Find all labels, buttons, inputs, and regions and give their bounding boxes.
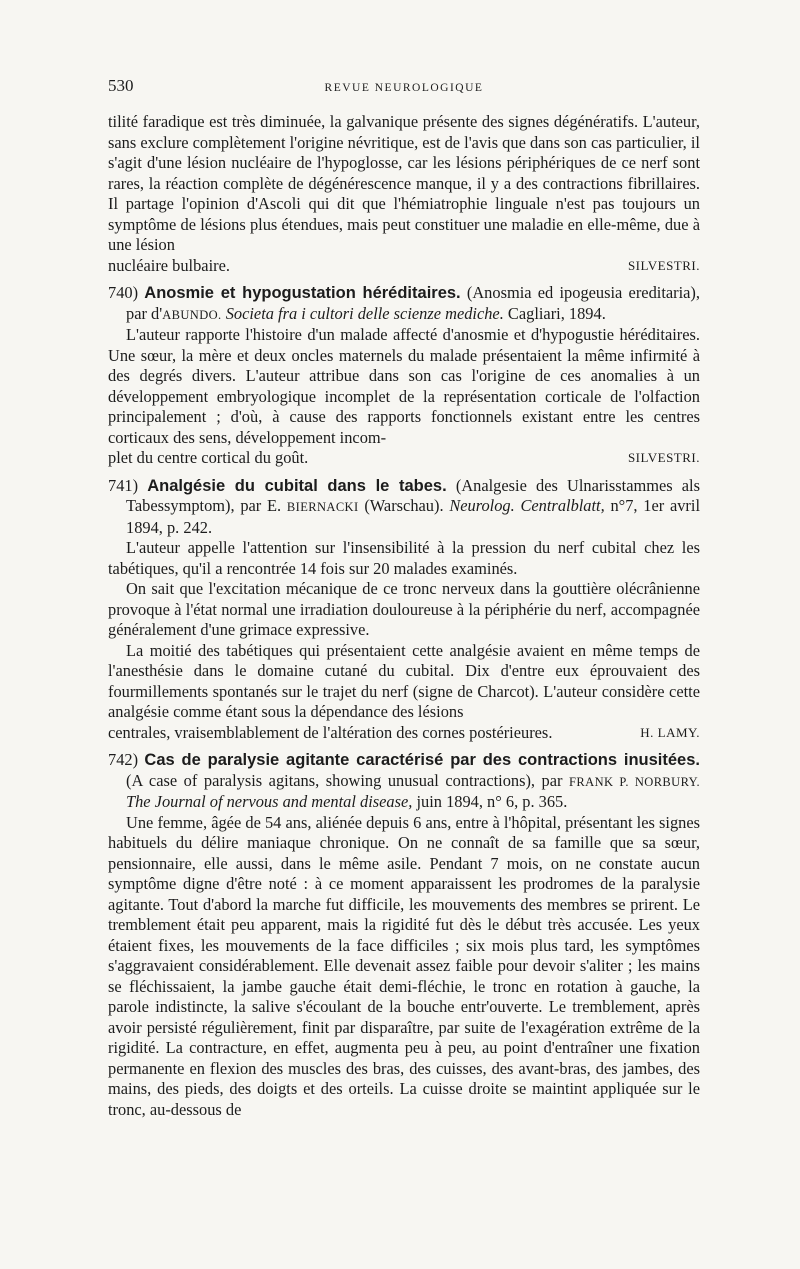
entry-741-signature: H. LAMY. bbox=[640, 724, 700, 740]
entry-741-ref-c: n°7, 1er avril 1894, p. 242. bbox=[126, 496, 701, 537]
entry-740-end-line bbox=[108, 448, 700, 469]
entry-740-signature: SILVESTRI. bbox=[627, 450, 700, 465]
entry-740-journal: Societa fra i cultori delle scienze mediche. bbox=[225, 303, 504, 323]
intro-end-line bbox=[108, 256, 700, 277]
entry-742-author: FRANK P. NORBURY. bbox=[569, 774, 700, 789]
entry-740-ref-a: (Anosmia ed ipogeusia ereditaria), par d' bbox=[126, 283, 700, 323]
entry-742-ref-a: (A case of paralysis agitans, showing unusual contractions), par bbox=[126, 770, 563, 790]
entry-740-last-line: plet du centre cortical du goût. bbox=[108, 448, 309, 467]
entry-740-number: 740) bbox=[108, 283, 139, 302]
entry-741-end-line bbox=[108, 723, 700, 744]
entry-740-title: Anosmie et hypogustation héréditaires. bbox=[144, 284, 461, 302]
entry-742-title: Cas de paralysie agitante caractérisé par des contractions inusitées. bbox=[144, 751, 700, 769]
entry-742-ref-b: juin 1894, n° 6, p. 365. bbox=[416, 792, 568, 811]
entry-741 bbox=[108, 476, 700, 744]
entry-741-number: 741) bbox=[108, 475, 139, 495]
entry-741-ref-b: (Warschau). bbox=[364, 496, 444, 515]
entry-741-title: Analgésie du cubital dans le tabes. bbox=[147, 476, 447, 495]
entry-742-heading bbox=[108, 750, 700, 813]
entry-741-paragraph-2: On sait que l'excitation mécanique de ce tronc nerveux dans la gouttière olécrânienne provoque à l'état normal une irradiation douloureuse à la périphérie du nerf, accompagnée généralement d'une grimace expressive. bbox=[108, 579, 700, 639]
entry-741-paragraph-3: La moitié des tabétiques qui présentaient cette analgésie avaient en même temps de l'anesthésie dans le domaine cutané du cubital. Dix d'entre eux éprouvaient des fourmillements spontanés sur le trajet du nerf (signe de Charcot). L'auteur considère cette analgésie comme étant sous la dépendance des lésions bbox=[108, 640, 700, 721]
page-number: 530 bbox=[108, 76, 134, 95]
entry-741-ref-a: (Analgesie des Ulnarisstammes als Tabessymptom), par E. bbox=[126, 475, 700, 515]
entry-742-paragraph: Une femme, âgée de 54 ans, aliénée depuis 6 ans, entre à l'hôpital, présentant les signes habituels du délire maniaque chronique. On ne connaît de sa famille que sa sœur, pensionnaire, elle aussi, dans le même asile. Pendant 7 mois, on ne constate aucun symptôme digne d'être noté : à ce moment apparaissent les prodromes de la paralysie agitante. Tout d'abord la marche fut difficile, les mouvements des membres se prirent. Le tremblement était peu apparent, mais la rigidité fut dès le début très accusée. Les yeux étaient fixes, les mouvements de la face difficiles ; six mois plus tard, les symptômes s'aggravaient considérablement. Elle devenait assez faible pour devoir s'aliter ; les mains se fléchissaient, la jambe gauche était demi-fléchie, le tronc en rotation à gauche, la parole indistincte, la salive s'écoulant de la bouche entr'ouverte. Le tremblement, après avoir persisté régulièrement, finit par disparaître, par suite de l'exagération extrême de la rigidité. La contracture, en effet, augmenta peu à peu, au point d'entraîner une fixation permanente en flexion des muscles des bras, des cuisses, des avant-bras, des jambes, des mains, des pieds, des doigts et des orteils. La cuisse droite se maintint appliquée sur le tronc, au-dessous de bbox=[108, 812, 700, 1119]
entry-740-heading bbox=[108, 283, 700, 325]
intro-entry bbox=[108, 112, 700, 276]
entry-740 bbox=[108, 283, 700, 469]
intro-paragraph: tilité faradique est très diminuée, la galvanique présente des signes dégénératifs. L'auteur, sans exclure complètement l'origine névritique, est de l'avis que dans son cas particulier, il s'agit d'une lésion nucléaire de l'hypoglosse, car les lésions périphériques de ce nerf sont rares, la réaction complète de dégénérescence manque, il y a des contractions fibrillaires. Il partage l'opinion d'Ascoli qui dit que l'hémiatrophie linguale n'est pas toujours un symptôme de lésions plus étendues, mais peut constituer une maladie en elle-même, due à une lésion bbox=[108, 112, 700, 254]
page-body bbox=[108, 112, 700, 1120]
entry-741-journal: Neurolog. Centralblatt, bbox=[449, 496, 605, 515]
entry-740-author: ABUNDO. bbox=[162, 307, 222, 322]
running-head: REVUE NEUROLOGIQUE bbox=[324, 82, 484, 94]
entry-740-ref-b: Cagliari, 1894. bbox=[507, 303, 606, 323]
entry-741-heading bbox=[108, 476, 700, 539]
entry-742-journal: The Journal of nervous and mental disease, bbox=[126, 792, 413, 811]
entry-742 bbox=[108, 750, 700, 1120]
entry-742-number: 742) bbox=[108, 750, 139, 769]
entry-741-last-line: centrales, vraisemblablement de l'altération des cornes postérieures. bbox=[108, 722, 553, 742]
page-header bbox=[108, 76, 700, 100]
intro-last-line: nucléaire bulbaire. bbox=[108, 255, 230, 275]
intro-signature: SILVESTRI. bbox=[627, 257, 700, 273]
entry-740-paragraph: L'auteur rapporte l'histoire d'un malade affecté d'anosmie et d'hypogustie héréditaires. Une sœur, la mère et deux oncles maternels du malade présentaient la même infirmité à des degrés divers. L'auteur attribue dans son cas l'origine de ces anomalies à un développement embryologique incomplet de la représentation corticale de l'olfaction principalement ; d'où, à cause des rapports fonctionnels existant entre les centres corticaux des sens, développement incom- bbox=[108, 325, 700, 447]
entry-741-author: BIERNACKI bbox=[286, 500, 359, 514]
entry-741-paragraph-1: L'auteur appelle l'attention sur l'insensibilité à la pression du nerf cubital chez les tabétiques, qu'il a rencontrée 14 fois sur 20 malades examinés. bbox=[108, 538, 700, 578]
